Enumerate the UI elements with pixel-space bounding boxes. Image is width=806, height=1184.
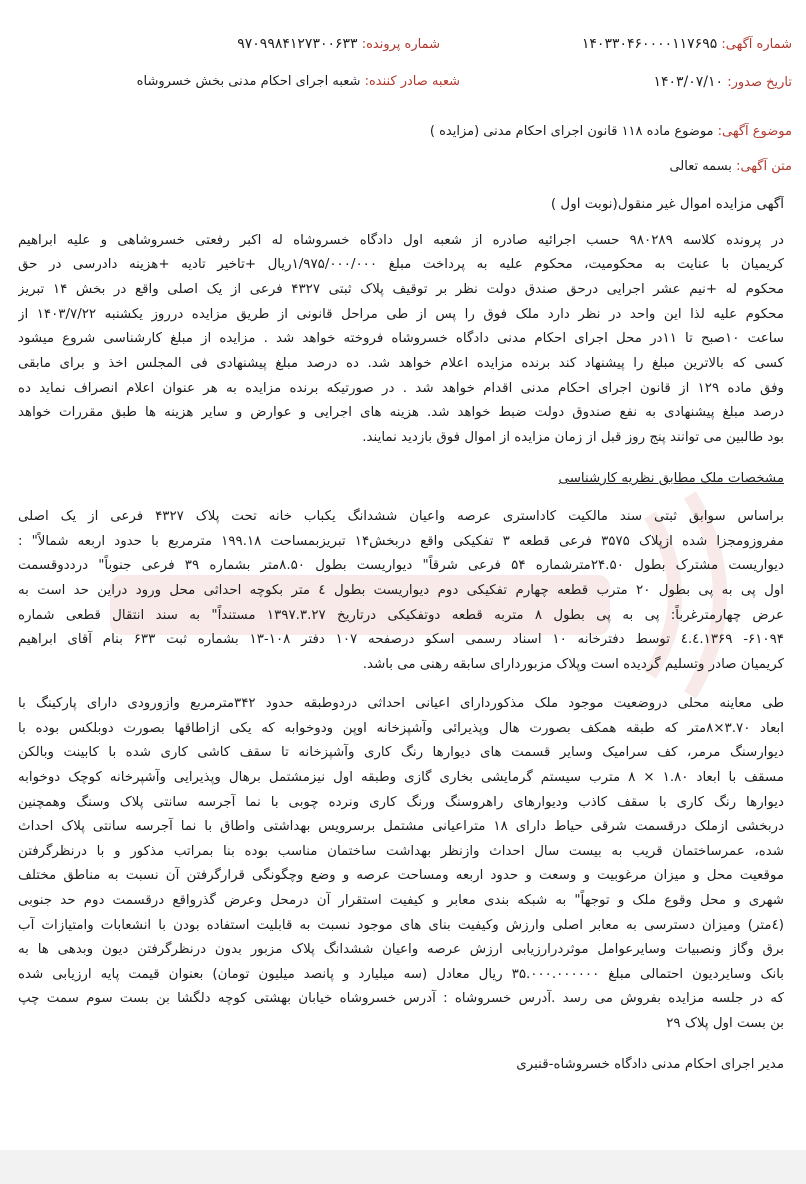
para3-line: برق وگاز ونصبیات وسایرعوامل موثردرارزیابی ارزش عرصه واعیان ششدانگ پلاک مزبور بدون درنظرگرفتن دیون وبدهی ها به <box>18 942 784 957</box>
para1-line: وفق ماده ۱۲۹ از قانون اجرای احکام مدنی اقدام خواهد شد . در صورتیکه برنده مزایده به هر عنوان اعلام انصراف نماید ده <box>18 381 784 396</box>
para2-line: ۶۱۰۹۴- ۱۳۶۹.٤.٤ توسط دفترخانه ۱۰ اسناد رسمی اسکو درصفحه ۱۰۷ دفتر ۱۰۸-۱۳ بشماره ثبت ۶۳۳ بنام آقای ابراهیم <box>18 632 784 647</box>
subject-value: موضوع ماده ۱۱۸ قانون اجرای احکام مدنی (مزایده ) <box>429 124 714 139</box>
para3-line: (٤متر) ومیزان دسترسی به معابر اصلی وارزش وکیفیت بنای های موجود نسبت به قابلیت استفاده بودن با انشعابات وامتیازات آب <box>18 918 784 933</box>
para3-line: شده، عمرساختمان قریب به بیست سال احداث وازنظر بهداشت ساختمان مناسب بوده بنا بمراتب مذکور و با درنظرگرفتن <box>18 844 784 859</box>
para1-line: درصد مبلغ پیشنهادی به نفع صندوق دولت ضبط خواهد شد. هزینه های اجرایی و عوارض و سایر هزینه ها طبق مقررات خواهد <box>18 405 784 420</box>
page-footer-bar <box>0 1150 806 1184</box>
subject-label: موضوع آگهی: <box>717 124 792 139</box>
section-heading <box>18 467 784 491</box>
case-number-value: ۹۷۰۹۹۸۴۱۲۷۳۰۰۶۳۳ <box>237 36 358 52</box>
para1-line: محکوم علیه لذا این واحد در نظر دارد ملک فوق را پس از طی مراحل قانونی از طریق مزایده درروز یکشنبه ۱۴۰۳/۷/۲۲ از <box>18 307 784 322</box>
para3-line: شهری و محل وقوع ملک و توجهاً" به شبکه بندی معابر و کیفیت استقرار آن درمحل وعرض گذرواقع درقسمت دوم حد جنوبی <box>18 893 784 908</box>
para3-line: ابعاد ۳.۷۰×۸متر که طبقه همکف بصورت هال وپذیرائی وآشپزخانه اوپن ودوخوابه که یکی ازاطاقها بصورت دوبلکس بوده با <box>18 721 784 736</box>
para3-line: بانک وسایردیون احتمالی مبلغ ۳۵.۰۰۰.۰۰۰۰۰۰ ریال معادل (سه میلیارد و پانصد میلیون تومان) بعنوان قیمت پایه ارزیابی شده <box>18 967 784 982</box>
issuer-value: شعبه اجرای احکام مدنی بخش خسروشاه <box>136 74 361 89</box>
ad-number <box>582 34 792 55</box>
para3-line: موقعیت محل و میزان مرغوبیت و وسعت و حدود اربعه ومساحت عرصه و وضع وچگونگی قرارگرفتن آن نسبت به مناطق مختلف <box>18 868 784 883</box>
issuer-label: شعبه صادر کننده: <box>364 74 460 89</box>
case-number-label: شماره پرونده: <box>361 37 440 52</box>
para2-line: دیواریست مشترک بطول ۲۴.۵۰مترشماره ۵۴ فرعی شرقاً" دیواریست بطول ۸.۵۰متر بشماره ۳۹ فرعی جنوباً" درددوقسمت <box>18 558 784 573</box>
para3-line: طی معاینه محلی دروضعیت موجود ملک مذکوردارای اعیانی احداثی دردوطبقه حدود ۳۴۲مترمربع وازورودی دارای پارکینگ با <box>18 696 784 711</box>
para3-line: مسقف با ابعاد ۱.۸۰ × ۸ مترب سیستم گرمایشی بخاری گازی وطبقه اول نیزمشتمل برهال وپذیرایی وآشپرخانه کوچک دوخوابه <box>18 770 784 785</box>
issue-date-label: تاریخ صدور: <box>727 75 792 90</box>
notice-title: آگهی مزایده اموال غیر منقول(نوبت اول ) <box>550 196 784 212</box>
text-intro-value: بسمه تعالی <box>669 159 732 174</box>
para1-line: کریمیان با عنایت به محکومیت، محکوم علیه به پرداخت مبلغ ۱/۹۷۵/۰۰۰/۰۰۰ریال +تاخیر تادیه +هزینه دادرسی در حق <box>18 257 784 272</box>
para1-line: ساعت ۱۰صبح تا ۱۱در محل اجرای احکام مدنی دادگاه خسروشاه فروخته خواهد شد . مزایده از مبلغ کارشناسی شروع میشود <box>18 331 784 346</box>
signature: مدیر اجرای احکام مدنی دادگاه خسروشاه-قنبری <box>516 1057 784 1072</box>
issuer <box>137 72 460 92</box>
para1-line: محکوم له +نیم عشر اجرایی درحق صندق دولت نظر بر توقیف پلاک ثبتی ۴۳۲۷ فرعی از یک اصلی واقع در بخش ۱۴ تبریز <box>18 282 784 297</box>
para2-line: عرض چهارمترغرباً: پی به پی بطول ۸ متربه قطعه دوتفکیکی درتاریخ ۱۳۹۷.۳.۲۷ مستنداً" به سند انتقال قطعی شماره <box>18 608 784 623</box>
issue-date-value: ۱۴۰۳/۰۷/۱۰ <box>653 74 724 90</box>
para3-line: که در جلسه مزایده بفروش می رسد .آدرس خسروشاه : آدرس خسروشاه خیابان بهشتی کوچه دلگشا بن بست سوم سمت چپ <box>18 991 784 1006</box>
para1-line: کسی که بالاترین مبلغ را پیشنهاد کند برنده مزایده اعلام خواهد شد. ده درصد مبلغ پیشنهادی فی المجلس اخذ و برای مابقی <box>18 356 784 371</box>
issue-date <box>653 72 792 93</box>
case-number <box>237 34 440 55</box>
para2-line: مفروزومجزا شده ازپلاک ۳۵۷۵ فرعی قطعه ۳ تفکیکی واقع دربخش۱۴ تبریزبمساحت ۱۹۹.۱۸ مترمربع با حدود اربعه شمالاً" : <box>18 534 784 549</box>
para2-line: کریمیان صادر وتسلیم گردیده است وپلاک مزبوردارای سابقه رهنی می باشد. <box>362 657 784 672</box>
para2-line: براساس سوابق ثبتی سند مالکیت کاداستری عرصه واعیان ششدانگ یکباب خانه تحت پلاک ۴۳۲۷ فرعی از یک اصلی <box>18 509 784 524</box>
text-intro <box>669 157 792 177</box>
para3-line: دربخشی ازملک درقسمت شرقی حیاط دارای ۱۸ متراعیانی مشتمل برسرویس بهداشتی واطاق با نما آجرسه سانتی پلاک احداث <box>18 819 784 834</box>
ad-number-label: شماره آگهی: <box>721 37 792 52</box>
subject <box>430 122 792 142</box>
para1-line: بود طالبین می توانند پنج روز قبل از زمان مزایده از اموال فوق بازدید نمایند. <box>362 430 784 445</box>
para2-line: اول پی به پی بطول ۲۰ مترب قطعه چهارم تفکیکی دوم دیواریست بطول ٤ متر بکوچه احداثی محل ورود دراین حد است به <box>18 583 784 598</box>
para1-line: در پرونده کلاسه ۹۸۰۲۸۹ حسب اجرائیه صادره از شعبه اول دادگاه خسروشاه له اکبر رفعتی خسروشاهی و علیه ابراهیم <box>18 233 784 248</box>
text-label: متن آگهی: <box>736 159 792 174</box>
para3-line: دیوارها رنگ کاری با سقف کاذب ودیوارهای راهروسنگ ورنگ کاری ونرده چوبی با نما آجرسه سانتی پلاک وسنگ وهمچنین <box>18 795 784 810</box>
ad-number-value: ۱۴۰۳۳۰۴۶۰۰۰۰۱۱۷۶۹۵ <box>581 36 718 52</box>
para3-line: بن بست اول پلاک ۲۹ <box>666 1016 784 1031</box>
para3-line: دیوارسنگ مرمر، کف سرامیک وسایر قسمت های دیوارها رنگ کاری وآشپزخانه تا سقف کاشی کاری شده با کابینت وبالکن <box>18 745 784 760</box>
section-heading-text: مشخصات ملک مطابق نظریه کارشناسی <box>558 471 784 486</box>
